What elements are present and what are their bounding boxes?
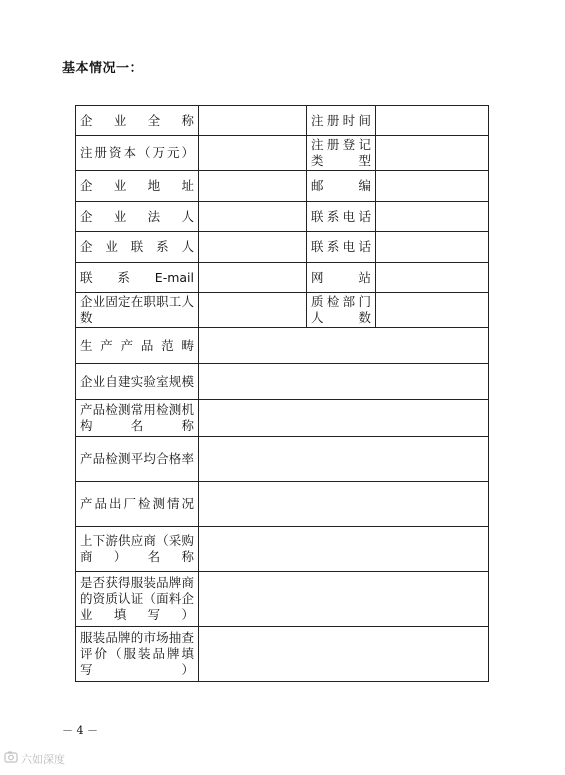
field-lab-scale[interactable] (199, 364, 489, 400)
table-row (76, 627, 489, 682)
label-lab-scale: 企业自建实验室规模 (76, 364, 199, 400)
field-qc-staff-count[interactable] (376, 293, 489, 328)
field-registered-capital[interactable] (199, 136, 307, 171)
label-contact-email: 联系E-mail (76, 263, 199, 293)
table-row (76, 482, 489, 527)
field-company-address[interactable] (199, 171, 307, 202)
label-phone-1: 联系电话 (307, 202, 376, 232)
label-company-address: 企业地址 (76, 171, 199, 202)
table-row (76, 527, 489, 572)
label-product-scope: 生产产品范畴 (76, 328, 199, 364)
section-heading: 基本情况一： (62, 61, 144, 76)
page-number: － 4 － (62, 724, 98, 737)
watermark (4, 750, 65, 767)
table-row (76, 232, 489, 263)
field-contact-email[interactable] (199, 263, 307, 293)
camera-logo-icon (4, 750, 18, 767)
label-phone-2: 联系电话 (307, 232, 376, 263)
field-market-evaluation[interactable] (199, 627, 489, 682)
watermark-text: 六如深度 (21, 752, 65, 766)
field-registration-type[interactable] (376, 136, 489, 171)
table-row (76, 136, 489, 171)
field-testing-agency[interactable] (199, 400, 489, 437)
label-market-evaluation: 服装品牌的市场抽查评价（服装品牌填写） (76, 627, 199, 682)
table-row (76, 171, 489, 202)
field-suppliers[interactable] (199, 527, 489, 572)
field-staff-count[interactable] (199, 293, 307, 328)
label-brand-certification: 是否获得服装品牌商的资质认证（面料企业填写） (76, 572, 199, 627)
field-postcode[interactable] (376, 171, 489, 202)
field-phone-2[interactable] (376, 232, 489, 263)
label-contact-person: 企业联系人 (76, 232, 199, 263)
label-suppliers: 上下游供应商（采购商）名称 (76, 527, 199, 572)
label-company-name: 企业全称 (76, 106, 199, 136)
field-legal-representative[interactable] (199, 202, 307, 232)
field-contact-person[interactable] (199, 232, 307, 263)
field-phone-1[interactable] (376, 202, 489, 232)
table-row (76, 400, 489, 437)
field-company-name[interactable] (199, 106, 307, 136)
label-pass-rate: 产品检测平均合格率 (76, 437, 199, 482)
label-postcode: 邮编 (307, 171, 376, 202)
label-registration-type: 注册登记类型 (307, 136, 376, 171)
table-row (76, 364, 489, 400)
table-row (76, 328, 489, 364)
label-registered-capital: 注册资本（万元） (76, 136, 199, 171)
table-row (76, 293, 489, 328)
table-row (76, 263, 489, 293)
field-brand-certification[interactable] (199, 572, 489, 627)
label-factory-inspection: 产品出厂检测情况 (76, 482, 199, 527)
field-registration-time[interactable] (376, 106, 489, 136)
table-row (76, 572, 489, 627)
basic-info-table (75, 105, 489, 682)
label-legal-representative: 企业法人 (76, 202, 199, 232)
label-qc-staff-count: 质检部门人数 (307, 293, 376, 328)
table-row (76, 202, 489, 232)
field-factory-inspection[interactable] (199, 482, 489, 527)
field-product-scope[interactable] (199, 328, 489, 364)
label-testing-agency: 产品检测常用检测机构名称 (76, 400, 199, 437)
label-website: 网站 (307, 263, 376, 293)
field-website[interactable] (376, 263, 489, 293)
label-registration-time: 注册时间 (307, 106, 376, 136)
field-pass-rate[interactable] (199, 437, 489, 482)
label-staff-count: 企业固定在职职工人数 (76, 293, 199, 328)
table-row (76, 106, 489, 136)
table-row (76, 437, 489, 482)
